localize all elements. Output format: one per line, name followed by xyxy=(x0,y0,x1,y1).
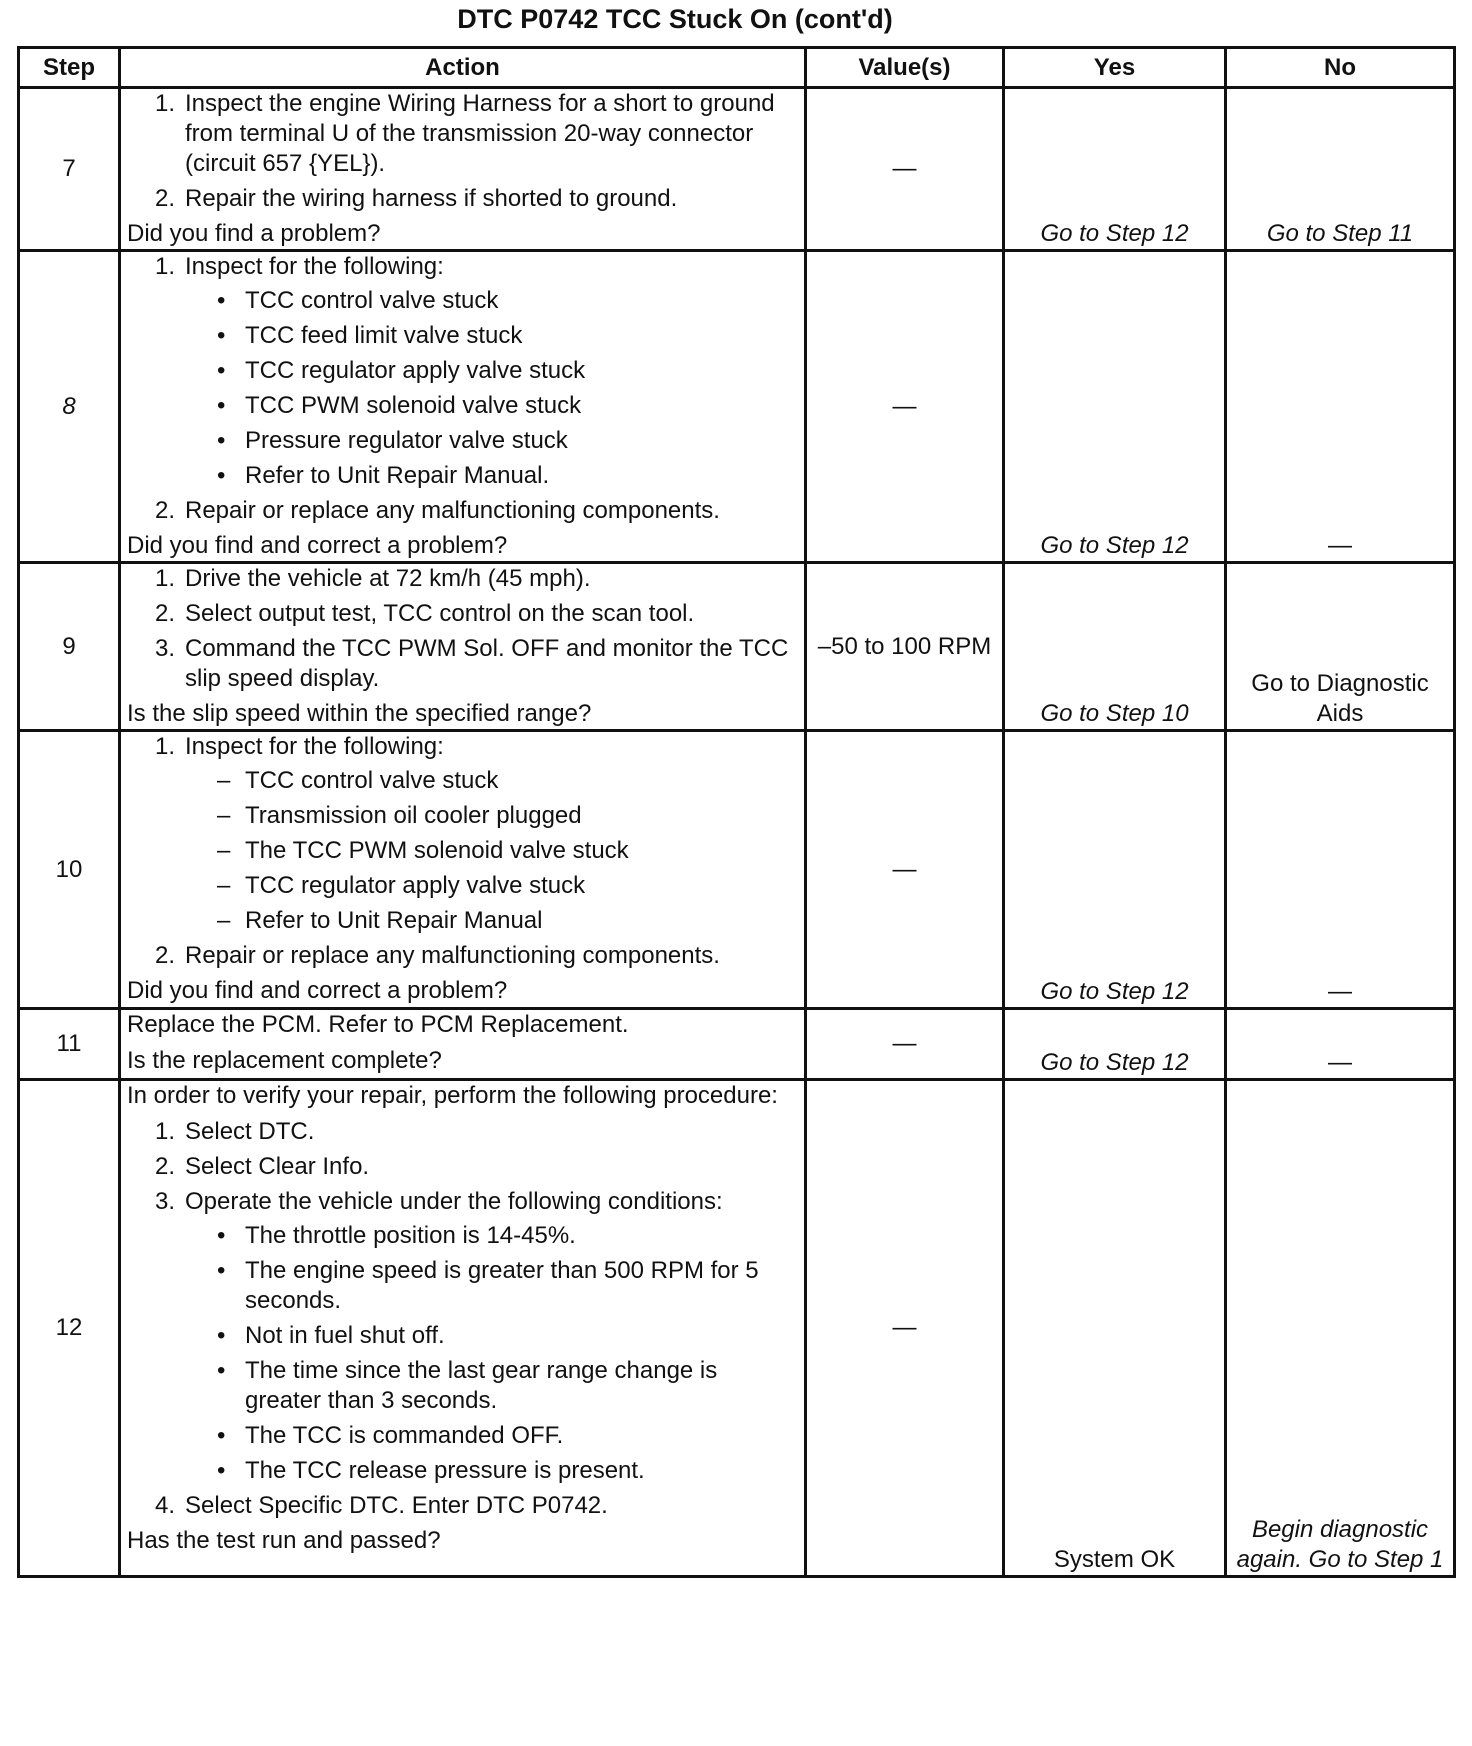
table-row xyxy=(19,731,1455,1009)
step-text: Operate the vehicle under the following conditions: xyxy=(185,1188,723,1215)
table-row xyxy=(19,563,1455,731)
action-intro: Replace the PCM. Refer to PCM Replacement. xyxy=(127,1011,629,1038)
action-cell xyxy=(120,88,806,251)
bullet-marker: • xyxy=(217,427,226,454)
sublist-item xyxy=(215,461,798,491)
no-cell: — xyxy=(1226,251,1455,563)
step-number: 12 xyxy=(19,1080,120,1577)
step-number-marker: 1. xyxy=(155,733,176,760)
action-question: Is the replacement complete? xyxy=(127,1047,442,1074)
dtc-table xyxy=(17,46,1456,1578)
action-question: Has the test run and passed? xyxy=(127,1527,441,1554)
sublist-text: TCC regulator apply valve stuck xyxy=(245,357,586,384)
step-text: Drive the vehicle at 72 km/h (45 mph). xyxy=(185,565,591,592)
step-text: Repair or replace any malfunctioning components. xyxy=(185,497,720,524)
step-number-marker: 2. xyxy=(155,497,176,524)
action-question: Is the slip speed within the specified range? xyxy=(127,700,592,727)
action-step xyxy=(149,184,798,214)
step-number: 7 xyxy=(19,88,120,251)
no-cell: — xyxy=(1226,731,1455,1009)
yes-cell: Go to Step 12 xyxy=(1004,88,1226,251)
no-cell: Go to Step 11 xyxy=(1226,88,1455,251)
action-cell xyxy=(120,251,806,563)
step-number-marker: 3. xyxy=(155,1188,176,1215)
no-cell: — xyxy=(1226,1009,1455,1080)
value-cell: — xyxy=(806,88,1004,251)
yes-cell: System OK xyxy=(1004,1080,1226,1577)
action-step xyxy=(149,634,798,694)
bullet-marker: • xyxy=(217,1257,226,1284)
sublist-item xyxy=(215,766,798,796)
bullet-marker: • xyxy=(217,357,226,384)
bullet-marker: • xyxy=(217,392,226,419)
bullet-marker: • xyxy=(217,462,226,489)
step-number-marker: 3. xyxy=(155,635,176,662)
step-number: 9 xyxy=(19,563,120,731)
step-number-marker: 2. xyxy=(155,1153,176,1180)
sublist-item xyxy=(215,1221,798,1251)
sublist-text: The engine speed is greater than 500 RPM for 5 seconds. xyxy=(245,1257,759,1314)
sublist-item xyxy=(215,426,798,456)
bullet-marker: – xyxy=(217,837,231,864)
table-row xyxy=(19,251,1455,563)
action-steps xyxy=(127,89,798,214)
sublist-item xyxy=(215,1256,798,1316)
sublist-text: TCC regulator apply valve stuck xyxy=(245,872,586,899)
bullet-marker: – xyxy=(217,907,231,934)
step-text: Inspect the engine Wiring Harness for a short to ground from terminal U of the transmission 20-way connector (circuit 657 {YEL}). xyxy=(185,90,775,177)
value-cell: — xyxy=(806,1080,1004,1577)
sublist-item xyxy=(215,1421,798,1451)
step-number-marker: 2. xyxy=(155,600,176,627)
sublist-text: The TCC is commanded OFF. xyxy=(245,1422,564,1449)
sublist-text: The TCC release pressure is present. xyxy=(245,1457,645,1484)
action-step xyxy=(149,1152,798,1182)
sublist-item xyxy=(215,906,798,936)
action-cell xyxy=(120,1009,806,1080)
sublist-text: Refer to Unit Repair Manual. xyxy=(245,462,550,489)
yes-cell: Go to Step 12 xyxy=(1004,1009,1226,1080)
bullet-marker: • xyxy=(217,1322,226,1349)
yes-cell: Go to Step 12 xyxy=(1004,731,1226,1009)
sublist-item xyxy=(215,801,798,831)
sublist-item xyxy=(215,1356,798,1416)
action-step xyxy=(149,252,798,491)
action-step xyxy=(149,599,798,629)
step-number-marker: 1. xyxy=(155,565,176,592)
action-step xyxy=(149,1187,798,1486)
step-number-marker: 1. xyxy=(155,1118,176,1145)
bullet-marker: • xyxy=(217,1357,226,1384)
sublist-text: TCC PWM solenoid valve stuck xyxy=(245,392,582,419)
sublist-text: The time since the last gear range change is greater than 3 seconds. xyxy=(245,1357,718,1414)
action-step xyxy=(149,1117,798,1147)
step-sublist xyxy=(185,286,798,491)
bullet-marker: • xyxy=(217,1457,226,1484)
sublist-text: Refer to Unit Repair Manual xyxy=(245,907,543,934)
action-cell xyxy=(120,1080,806,1577)
value-cell: — xyxy=(806,251,1004,563)
sublist-item xyxy=(215,871,798,901)
header-yes: Yes xyxy=(1004,48,1226,88)
step-text: Select Clear Info. xyxy=(185,1153,370,1180)
step-text: Select Specific DTC. Enter DTC P0742. xyxy=(185,1492,608,1519)
no-cell: Begin diagnostic again. Go to Step 1 xyxy=(1226,1080,1455,1577)
bullet-marker: • xyxy=(217,1422,226,1449)
sublist-item xyxy=(215,1456,798,1486)
action-cell xyxy=(120,563,806,731)
value-cell: — xyxy=(806,1009,1004,1080)
sublist-text: The TCC PWM solenoid valve stuck xyxy=(245,837,629,864)
value-cell: — xyxy=(806,731,1004,1009)
sublist-text: Transmission oil cooler plugged xyxy=(245,802,582,829)
step-number: 8 xyxy=(19,251,120,563)
table-header-row xyxy=(19,48,1455,88)
step-number-marker: 2. xyxy=(155,942,176,969)
table-row xyxy=(19,88,1455,251)
bullet-marker: • xyxy=(217,322,226,349)
step-number-marker: 2. xyxy=(155,185,176,212)
sublist-item xyxy=(215,286,798,316)
step-text: Command the TCC PWM Sol. OFF and monitor the TCC slip speed display. xyxy=(185,635,789,692)
bullet-marker: – xyxy=(217,872,231,899)
sublist-item xyxy=(215,1321,798,1351)
action-intro: In order to verify your repair, perform the following procedure: xyxy=(127,1082,778,1109)
action-question: Did you find a problem? xyxy=(127,220,381,247)
action-cell xyxy=(120,731,806,1009)
table-row xyxy=(19,1009,1455,1080)
action-step xyxy=(149,564,798,594)
sublist-text: TCC control valve stuck xyxy=(245,767,499,794)
action-question: Did you find and correct a problem? xyxy=(127,532,508,559)
step-number-marker: 1. xyxy=(155,253,176,280)
step-text: Inspect for the following: xyxy=(185,253,444,280)
sublist-text: Not in fuel shut off. xyxy=(245,1322,445,1349)
step-text: Inspect for the following: xyxy=(185,733,444,760)
sublist-text: The throttle position is 14-45%. xyxy=(245,1222,576,1249)
bullet-marker: – xyxy=(217,802,231,829)
yes-cell: Go to Step 10 xyxy=(1004,563,1226,731)
header-no: No xyxy=(1226,48,1455,88)
step-sublist xyxy=(185,766,798,936)
action-step xyxy=(149,1491,798,1521)
yes-cell: Go to Step 12 xyxy=(1004,251,1226,563)
no-cell: Go to Diagnostic Aids xyxy=(1226,563,1455,731)
table-row xyxy=(19,1080,1455,1577)
bullet-marker: • xyxy=(217,1222,226,1249)
sublist-item xyxy=(215,391,798,421)
header-step: Step xyxy=(19,48,120,88)
step-number-marker: 4. xyxy=(155,1492,176,1519)
sublist-item xyxy=(215,356,798,386)
bullet-marker: • xyxy=(217,287,226,314)
header-action: Action xyxy=(120,48,806,88)
value-cell: –50 to 100 RPM xyxy=(806,563,1004,731)
action-step xyxy=(149,941,798,971)
step-text: Repair or replace any malfunctioning components. xyxy=(185,942,720,969)
step-text: Select DTC. xyxy=(185,1118,315,1145)
sublist-text: TCC feed limit valve stuck xyxy=(245,322,523,349)
header-values: Value(s) xyxy=(806,48,1004,88)
step-text: Select output test, TCC control on the scan tool. xyxy=(185,600,695,627)
action-question: Did you find and correct a problem? xyxy=(127,977,508,1004)
action-steps xyxy=(127,252,798,526)
action-step xyxy=(149,732,798,936)
action-step xyxy=(149,89,798,179)
step-number: 11 xyxy=(19,1009,120,1080)
action-steps xyxy=(127,564,798,694)
sublist-text: Pressure regulator valve stuck xyxy=(245,427,568,454)
action-steps xyxy=(127,1117,798,1521)
sublist-item xyxy=(215,836,798,866)
sublist-text: TCC control valve stuck xyxy=(245,287,499,314)
bullet-marker: – xyxy=(217,767,231,794)
action-steps xyxy=(127,732,798,971)
page-title: DTC P0742 TCC Stuck On (cont'd) xyxy=(457,4,893,34)
sublist-item xyxy=(215,321,798,351)
step-sublist xyxy=(185,1221,798,1486)
action-step xyxy=(149,496,798,526)
step-number-marker: 1. xyxy=(155,90,176,117)
step-text: Repair the wiring harness if shorted to ground. xyxy=(185,185,678,212)
step-number: 10 xyxy=(19,731,120,1009)
